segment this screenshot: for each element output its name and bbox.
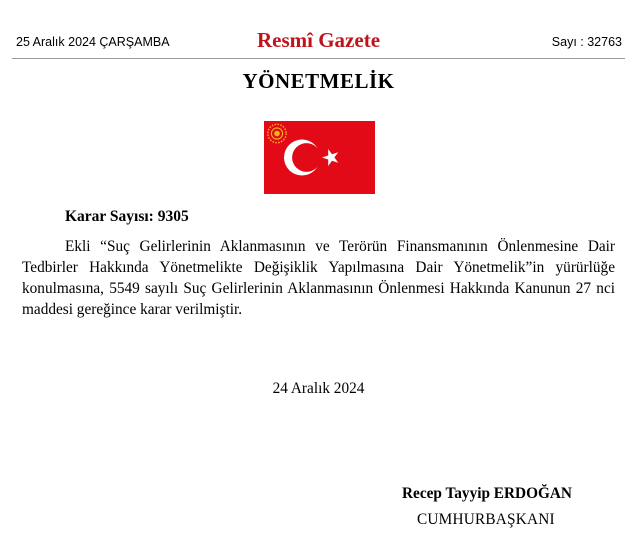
gazette-title: Resmî Gazete	[256, 28, 381, 52]
issue-number: Sayı : 32763	[551, 35, 622, 49]
document-date: 24 Aralık 2024	[272, 380, 365, 397]
turkish-flag-icon	[264, 121, 375, 194]
signer-name: Recep Tayyip ERDOĞAN	[402, 485, 572, 502]
publication-date: 25 Aralık 2024 ÇARŞAMBA	[16, 35, 170, 49]
gazette-header	[0, 0, 637, 60]
signer-title: CUMHURBAŞKANI	[417, 511, 555, 528]
decision-number: Karar Sayısı: 9305	[65, 208, 189, 225]
document-body: Ekli “Suç Gelirlerinin Aklanmasının ve Terörün Finansmanının Önlenmesine Dair Tedbirler Hakkında Yönetmelikte Değişiklik Yapılmasına Dair Yönetmelik”in yürürlüğe konulmasına, 5549 sayılı Suç Gelirlerinin Aklanmasının Önlenmesi Hakkında Kanunun 27 nci maddesi gereğince karar verilmiştir.	[22, 238, 615, 318]
document-type-heading: YÖNETMELİK	[242, 69, 395, 93]
header-divider	[12, 58, 625, 59]
